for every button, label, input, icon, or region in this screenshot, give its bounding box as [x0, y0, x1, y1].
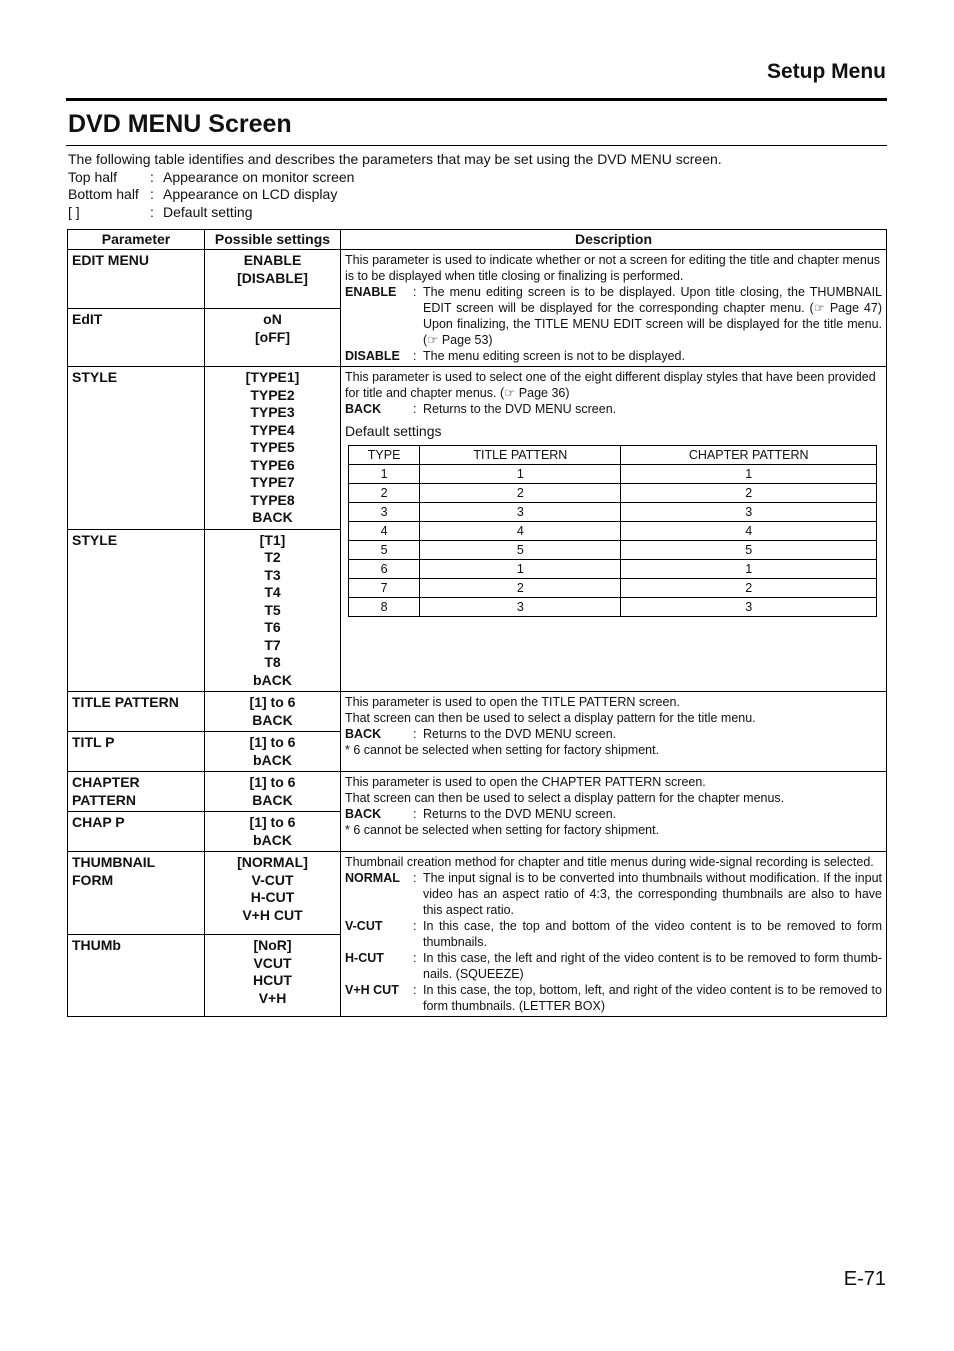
setting-value: TYPE8	[250, 491, 295, 508]
item-text: The menu editing screen is not to be displayed.	[423, 349, 685, 363]
table-row	[349, 560, 877, 579]
param-name	[68, 772, 205, 812]
setting-value: [NoR]	[253, 937, 292, 953]
page-number: E-71	[843, 1268, 886, 1290]
legend-value: Appearance on monitor screen	[163, 168, 355, 185]
page-title: DVD MENU Screen	[68, 110, 292, 138]
param-description	[341, 772, 887, 852]
default-settings-title: Default settings	[345, 423, 442, 439]
setting-value: TYPE5	[250, 439, 295, 455]
header-description: Description	[341, 230, 887, 250]
param-settings	[205, 935, 341, 1017]
table-cell: 2	[420, 484, 621, 503]
table-header-row	[68, 230, 887, 250]
table-cell: 5	[621, 541, 877, 560]
table-cell: 2	[349, 484, 420, 503]
section-title: Setup Menu	[767, 60, 886, 83]
param-description	[341, 367, 887, 692]
legend-row	[68, 169, 722, 187]
item-key: BACK	[345, 727, 382, 741]
setting-value: oN	[263, 311, 282, 327]
table-cell: TITLE PATTERN	[420, 446, 621, 465]
item-text: In this case, the top, bottom, left, and right of the video content is to be removed to form thumbnails. (LETTER BOX)	[423, 983, 882, 1013]
table-cell: 2	[621, 579, 877, 598]
param-settings	[205, 250, 341, 309]
table-cell: 8	[349, 598, 420, 617]
table-cell: 3	[420, 598, 621, 617]
setting-value: T5	[264, 601, 281, 618]
setting-value: [T1]	[259, 531, 286, 548]
setting-value: bACK	[253, 751, 292, 768]
param-settings	[205, 309, 341, 367]
parameter-table	[67, 229, 887, 1017]
table-row	[68, 772, 887, 812]
setting-value: [DISABLE]	[237, 269, 308, 286]
item-key: BACK	[345, 402, 382, 416]
item-text: The menu editing screen is to be displayed. Upon title closing, the THUMBNAIL EDIT screen will be displayed for the corresponding chapter menu. (☞ Page 47) Upon finalizing, the TITLE MENU EDIT screen will be displayed for the title menu. (☞ Page 53)	[423, 285, 882, 347]
table-row	[349, 579, 877, 598]
item-text: Returns to the DVD MENU screen.	[423, 727, 617, 741]
item-key: DISABLE	[345, 349, 400, 363]
table-cell: 5	[349, 541, 420, 560]
setting-value: BACK	[252, 509, 293, 525]
table-row	[68, 692, 887, 732]
legend-sep: :	[150, 203, 154, 220]
header-settings: Possible settings	[205, 230, 341, 250]
param-settings	[205, 732, 341, 772]
table-cell: 3	[349, 503, 420, 522]
table-cell: 1	[621, 560, 877, 579]
setting-value: TYPE6	[250, 456, 295, 473]
param-name: STYLE	[68, 529, 205, 692]
param-description	[341, 852, 887, 1017]
table-row	[349, 446, 877, 465]
item-key: V+H CUT	[345, 983, 399, 997]
setting-value: [NORMAL]	[237, 854, 308, 870]
desc-text: That screen can then be used to select a display pattern for the chapter menus.	[345, 791, 785, 805]
setting-value: bACK	[253, 671, 292, 688]
table-cell: 2	[621, 484, 877, 503]
setting-value: [1] to 6	[249, 774, 296, 790]
table-row	[349, 465, 877, 484]
table-cell: 1	[420, 465, 621, 484]
param-name: THUMb	[68, 935, 205, 1017]
item-colon: :	[413, 807, 417, 821]
param-description	[341, 692, 887, 772]
setting-value: T7	[264, 636, 281, 653]
setting-value: TYPE4	[250, 421, 295, 438]
setting-value: [TYPE1]	[245, 369, 300, 385]
setting-value: bACK	[253, 831, 292, 848]
default-settings-table	[348, 445, 877, 617]
table-row	[349, 484, 877, 503]
setting-value: [oFF]	[255, 328, 290, 345]
legend-key: Top half	[68, 168, 118, 185]
table-row	[349, 541, 877, 560]
item-colon: :	[413, 983, 417, 997]
param-name	[68, 852, 205, 935]
table-row	[349, 598, 877, 617]
param-name-line: THUMBNAIL	[72, 854, 156, 870]
setting-value: T4	[264, 584, 281, 600]
legend-key: Bottom half	[68, 186, 139, 202]
item-colon: :	[413, 951, 417, 965]
item-colon: :	[413, 727, 417, 741]
param-settings	[205, 812, 341, 852]
desc-item	[345, 950, 882, 982]
desc-item	[345, 726, 882, 742]
desc-text: This parameter is used to indicate whether or not a screen for editing the title and chapter menus is to be displayed when title closing or finalizing is performed.	[345, 253, 881, 283]
desc-item	[345, 348, 882, 364]
legend-sep: :	[150, 186, 154, 202]
item-key: ENABLE	[345, 285, 397, 299]
param-name: EDIT MENU	[68, 250, 205, 309]
desc-text: That screen can then be used to select a display pattern for the title menu.	[345, 711, 756, 725]
table-cell: 7	[349, 579, 420, 598]
setting-value: H-CUT	[250, 889, 295, 905]
table-cell: 3	[621, 503, 877, 522]
item-text: Returns to the DVD MENU screen.	[423, 807, 617, 821]
setting-value: T6	[264, 619, 281, 635]
table-row	[349, 522, 877, 541]
setting-value: [1] to 6	[249, 694, 296, 710]
table-cell: 4	[420, 522, 621, 541]
header-parameter: Parameter	[68, 230, 205, 250]
table-cell: 4	[349, 522, 420, 541]
table-cell: 3	[420, 503, 621, 522]
item-text: In this case, the left and right of the video content is to be removed to form thumb-nails. (SQUEEZE)	[423, 951, 882, 981]
table-cell: CHAPTER PATTERN	[621, 446, 877, 465]
setting-value: TYPE2	[250, 386, 295, 403]
setting-value: TYPE7	[250, 474, 295, 490]
desc-item	[345, 870, 882, 918]
desc-item	[345, 982, 882, 1014]
item-colon: :	[413, 402, 417, 416]
item-text: The input signal is to be converted into thumbnails without modification. If the input video has an aspect ratio of 4:3, the corresponding thumbnails are also to have this aspect ratio.	[423, 871, 882, 917]
item-text: Returns to the DVD MENU screen.	[423, 402, 617, 416]
param-settings	[205, 772, 341, 812]
param-name: STYLE	[68, 367, 205, 530]
setting-value: T3	[264, 566, 281, 583]
legend-row	[68, 186, 722, 204]
legend-sep: :	[150, 168, 154, 185]
table-cell: 1	[349, 465, 420, 484]
table-cell: 3	[621, 598, 877, 617]
table-cell: 5	[420, 541, 621, 560]
param-name-line: CHAPTER	[72, 774, 140, 790]
legend-value: Default setting	[163, 203, 253, 220]
table-cell: TYPE	[349, 446, 420, 465]
item-colon: :	[413, 285, 417, 299]
legend-value: Appearance on LCD display	[163, 186, 338, 202]
param-settings	[205, 852, 341, 935]
title-rule	[66, 145, 887, 146]
setting-value: [1] to 6	[249, 734, 296, 750]
setting-value: HCUT	[253, 972, 292, 988]
desc-note: * 6 cannot be selected when setting for factory shipment.	[345, 743, 660, 757]
item-colon: :	[413, 919, 417, 933]
legend-row	[68, 204, 722, 222]
param-name: EdIT	[68, 309, 205, 367]
intro	[68, 151, 722, 221]
item-colon: :	[413, 349, 417, 363]
param-settings	[205, 367, 341, 530]
table-cell: 4	[621, 522, 877, 541]
table-cell: 1	[621, 465, 877, 484]
setting-value: BACK	[252, 791, 293, 808]
desc-item	[345, 401, 882, 417]
desc-item	[345, 918, 882, 950]
table-cell: 2	[420, 579, 621, 598]
desc-note: * 6 cannot be selected when setting for factory shipment.	[345, 823, 660, 837]
item-key: NORMAL	[345, 871, 400, 885]
setting-value: [1] to 6	[249, 814, 296, 830]
item-text: In this case, the top and bottom of the video content is to be removed to form thumbnails.	[423, 919, 882, 949]
item-colon: :	[413, 871, 417, 885]
setting-value: ENABLE	[243, 252, 302, 268]
desc-text: This parameter is used to open the CHAPTER PATTERN screen.	[345, 775, 706, 789]
item-key: H-CUT	[345, 951, 384, 965]
desc-item	[345, 284, 882, 348]
setting-value: T8	[264, 654, 281, 670]
desc-item	[345, 806, 882, 822]
param-name: CHAP P	[68, 812, 205, 852]
header-rule	[66, 98, 887, 101]
legend-key: [ ]	[68, 203, 80, 220]
table-row	[68, 250, 887, 309]
param-description	[341, 250, 887, 367]
table-row	[349, 503, 877, 522]
setting-value: V+H CUT	[242, 906, 303, 923]
param-name-line: FORM	[72, 871, 114, 888]
item-key: V-CUT	[345, 919, 383, 933]
param-name-line: PATTERN	[72, 791, 137, 808]
desc-text: This parameter is used to open the TITLE PATTERN screen.	[345, 695, 680, 709]
setting-value: V+H	[258, 989, 287, 1006]
param-name: TITLE PATTERN	[68, 692, 205, 732]
intro-text: The following table identifies and describes the parameters that may be set using the DVD MENU screen.	[68, 151, 722, 167]
item-key: BACK	[345, 807, 382, 821]
setting-value: T2	[264, 549, 281, 565]
table-cell: 6	[349, 560, 420, 579]
desc-text: This parameter is used to select one of the eight different display styles that have been provided for title and chapter menus. (☞ Page 36)	[345, 370, 876, 400]
desc-text: Thumbnail creation method for chapter and title menus during wide-signal recording is selected.	[345, 855, 874, 869]
setting-value: VCUT	[253, 954, 292, 971]
param-settings	[205, 692, 341, 732]
param-settings	[205, 529, 341, 692]
param-name: TITL P	[68, 732, 205, 772]
table-row	[68, 852, 887, 935]
setting-value: V-CUT	[251, 871, 294, 888]
setting-value: TYPE3	[250, 404, 295, 420]
table-cell: 1	[420, 560, 621, 579]
setting-value: BACK	[252, 711, 293, 728]
table-row	[68, 367, 887, 530]
